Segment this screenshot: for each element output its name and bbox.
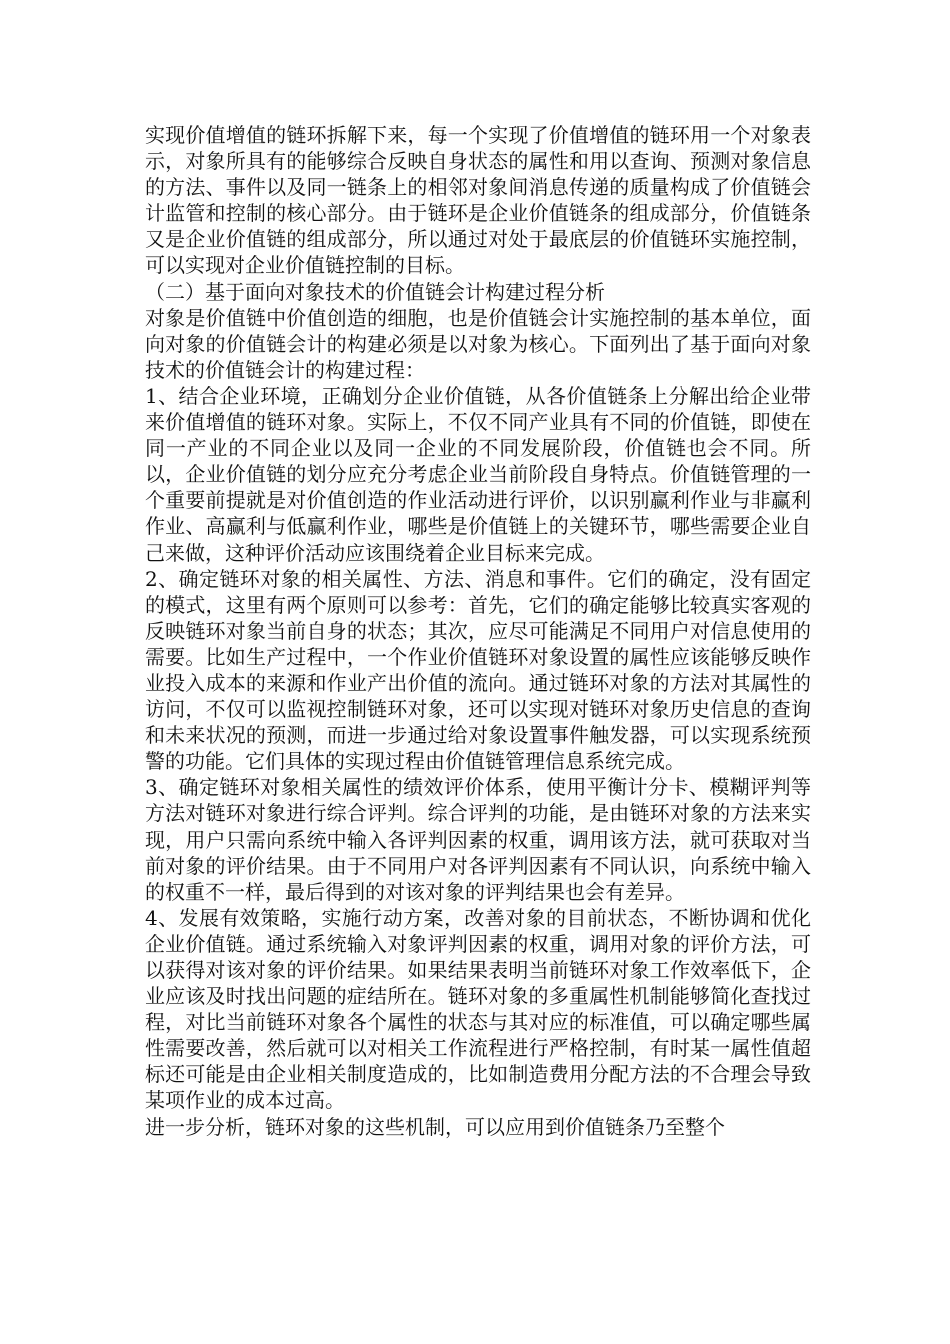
paragraph-step-4: 4、发展有效策略，实施行动方案，改善对象的目前状态，不断协调和优化企业价值链。通过系统输入对象评判因素的权重，调用对象的评价方法，可以获得对该对象的评价结果。如果结果表明当前链环对象工作效率低下，企业应该及时找出问题的症结所在。链环对象的多重属性机制能够简化查找过程，对比当前链环对象各个属性的状态与其对应的标准值，可以确定哪些属性需要改善，然后就可以对相关工作流程进行严格控制，有时某一属性值超标还可能是由企业相关制度造成的，比如制造费用分配方法的不合理会导致某项作业的成本过高。 — [145, 905, 811, 1113]
document-page — [145, 122, 811, 1140]
paragraph-further-analysis: 进一步分析，链环对象的这些机制，可以应用到价值链条乃至整个 — [145, 1114, 725, 1139]
paragraph-intro: 实现价值增值的链环拆解下来，每一个实现了价值增值的链环用一个对象表示，对象所具有的能够综合反映自身状态的属性和用以查询、预测对象信息的方法、事件以及同一链条上的相邻对象间消息传递的质量构成了价值链会计监管和控制的核心部分。由于链环是企业价值链条的组成部分，价值链条又是企业价值链的组成部分，所以通过对处于最底层的价值链环实施控制，可以实现对企业价值链控制的目标。 — [145, 123, 811, 278]
section-heading: （二）基于面向对象技术的价值链会计构建过程分析 — [145, 279, 605, 304]
paragraph-overview: 对象是价值链中价值创造的细胞，也是价值链会计实施控制的基本单位，面向对象的价值链会计的构建必须是以对象为核心。下面列出了基于面向对象技术的价值链会计的构建过程： — [145, 305, 811, 382]
paragraph-step-3: 3、确定链环对象相关属性的绩效评价体系，使用平衡计分卡、模糊评判等方法对链环对象进行综合评判。综合评判的功能，是由链环对象的方法来实现，用户只需向系统中输入各评判因素的权重，调用该方法，就可获取对当前对象的评价结果。由于不同用户对各评判因素有不同认识，向系统中输入的权重不一样，最后得到的对该对象的评判结果也会有差异。 — [145, 775, 811, 904]
paragraph-step-2: 2、确定链环对象的相关属性、方法、消息和事件。它们的确定，没有固定的模式，这里有两个原则可以参考：首先，它们的确定能够比较真实客观的反映链环对象当前自身的状态；其次，应尽可能满足不同用户对信息使用的需要。比如生产过程中，一个作业价值链环对象设置的属性应该能够反映作业投入成本的来源和作业产出价值的流向。通过链环对象的方法对其属性的访问，不仅可以监视控制链环对象，还可以实现对链环对象历史信息的查询和未来状况的预测，而进一步通过给对象设置事件触发器，可以实现系统预警的功能。它们具体的实现过程由价值链管理信息系统完成。 — [145, 566, 811, 774]
paragraph-step-1: 1、结合企业环境，正确划分企业价值链，从各价值链条上分解出给企业带来价值增值的链环对象。实际上，不仅不同产业具有不同的价值链，即使在同一产业的不同企业以及同一企业的不同发展阶段，价值链也会不同。所以，企业价值链的划分应充分考虑企业当前阶段自身特点。价值链管理的一个重要前提就是对价值创造的作业活动进行评价，以识别赢利作业与非赢利作业、高赢利与低赢利作业，哪些是价值链上的关键环节，哪些需要企业自己来做，这种评价活动应该围绕着企业目标来完成。 — [145, 383, 811, 565]
